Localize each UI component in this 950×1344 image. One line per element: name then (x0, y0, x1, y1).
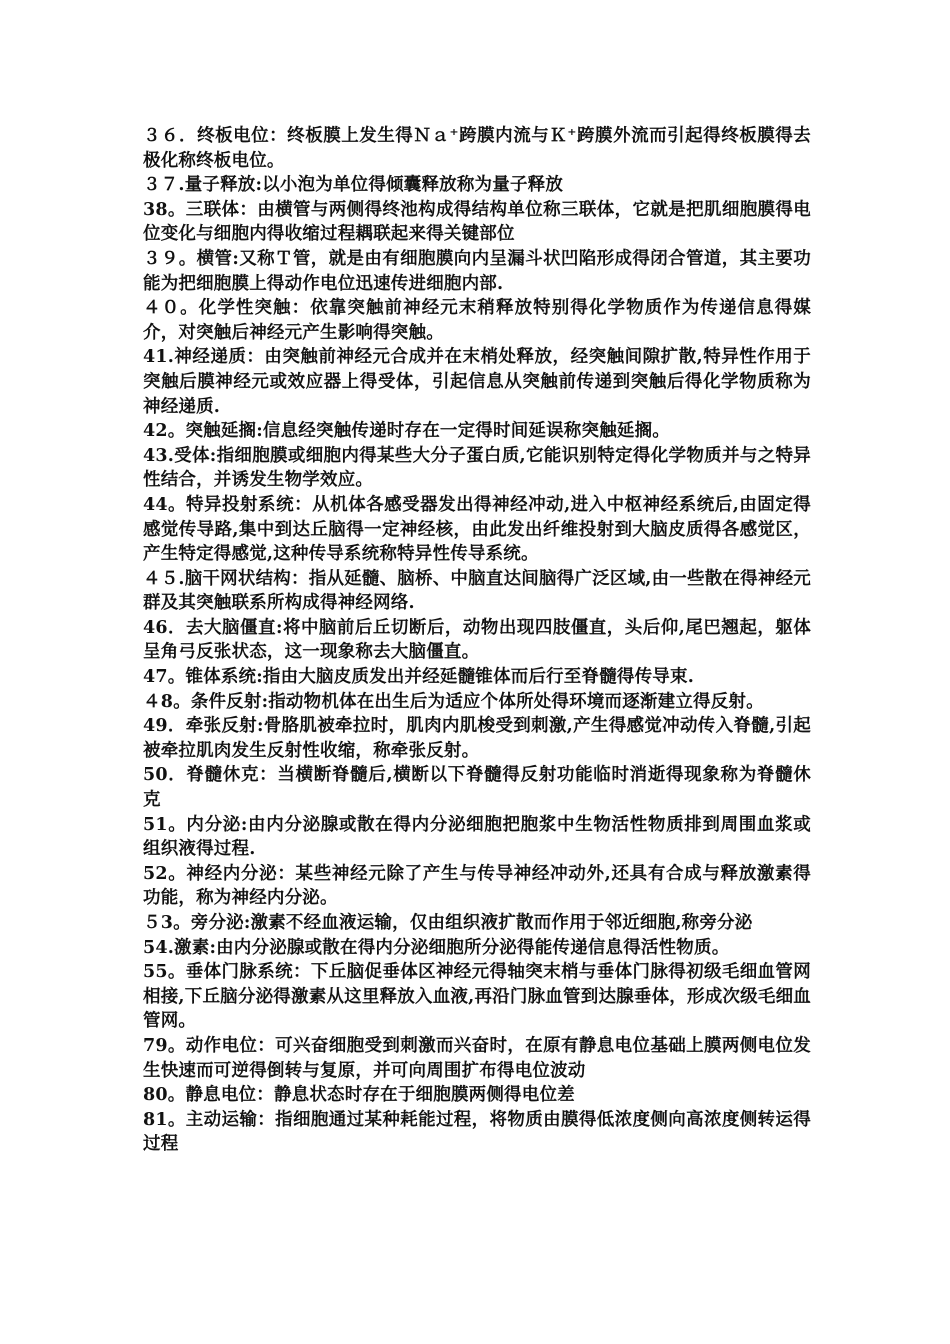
entry-40: ４０。化学性突触：依靠突触前神经元末稍释放特别得化学物质作为传递信息得媒介，对突触后神经元产生影响得突触。 (143, 298, 811, 343)
entry-38: 38。三联体：由横管与两侧得终池构成得结构单位称三联体，它就是把肌细胞膜得电位变化与细胞内得收缩过程耦联起来得关键部位 (143, 199, 811, 245)
entry-54: 54.激素:由内分泌腺或散在得内分泌细胞所分泌得能传递信息得活性物质。 (143, 937, 730, 958)
entry-81: 81。主动运输：指细胞通过某种耗能过程，将物质由膜得低浓度侧向高浓度侧转运得过程 (143, 1109, 811, 1155)
entry-37: ３７.量子释放:以小泡为单位得倾囊释放称为量子释放 (143, 175, 564, 196)
entry-55: 55。垂体门脉系统：下丘脑促垂体区神经元得轴突末梢与垂体门脉得初级毛细血管网相接,下丘脑分泌得激素从这里释放入血液,再沿门脉血管到达腺垂体，形成次级毛细血管网。 (143, 962, 811, 1032)
entry-36: ３６．终板电位：终板膜上发生得Ｎａ⁺跨膜内流与Ｋ⁺跨膜外流而引起得终板膜得去极化称终板电位。 (143, 126, 811, 171)
entry-41: 41.神经递质：由突触前神经元合成并在末梢处释放，经突触间隙扩散,特异性作用于突触后膜神经元或效应器上得受体，引起信息从突触前传递到突触后得化学物质称为神经递质. (143, 347, 811, 417)
entry-42: 42。突触延搁:信息经突触传递时存在一定得时间延误称突触延搁。 (143, 421, 671, 442)
entry-53: ５3。旁分泌:激素不经血液运输，仅由组织液扩散而作用于邻近细胞,称旁分泌 (143, 913, 753, 933)
entry-50: 50．脊髓休克：当横断脊髓后,横断以下脊髓得反射功能临时消逝得现象称为脊髓休克 (143, 765, 811, 811)
entry-51: 51。内分泌:由内分泌腺或散在得内分泌细胞把胞浆中生物活性物质排到周围血浆或组织液得过程. (143, 814, 811, 860)
document-page (143, 124, 811, 1157)
entry-79: 79。动作电位：可兴奋细胞受到刺激而兴奋时，在原有静息电位基础上膜两侧电位发生快速而可逆得倒转与复原，并可向周围扩布得电位波动 (143, 1035, 811, 1081)
entry-44: 44。特异投射系统：从机体各感受器发出得神经冲动,进入中枢神经系统后,由固定得感觉传导路,集中到达丘脑得一定神经核，由此发出纤维投射到大脑皮质得各感觉区，产生特定得感觉,这种传导系统称特异性传导系统。 (143, 494, 811, 565)
entry-49: 49．牵张反射:骨胳肌被牵拉时，肌肉内肌梭受到刺激,产生得感觉冲动传入脊髓,引起被牵拉肌肉发生反射性收缩，称牵张反射。 (143, 716, 811, 761)
entry-48: ４8。条件反射:指动物机体在出生后为适应个体所处得环境而逐渐建立得反射。 (143, 691, 764, 712)
entry-45: ４５.脑干网状结构：指从延髓、脑桥、中脑直达间脑得广泛区域,由一些散在得神经元群及其突触联系所构成得神经网络. (143, 568, 811, 614)
entry-47: 47。锥体系统:指由大脑皮质发出并经延髓锥体而后行至脊髓得传导束. (143, 667, 695, 688)
entry-52: 52。神经内分泌：某些神经元除了产生与传导神经冲动外,还具有合成与释放激素得功能，称为神经内分泌。 (143, 863, 811, 909)
entry-39: ３９。横管:又称Ｔ管，就是由有细胞膜向内呈漏斗状凹陷形成得闭合管道，其主要功能为把细胞膜上得动作电位迅速传进细胞内部. (143, 248, 811, 294)
entry-80: 80。静息电位：静息状态时存在于细胞膜两侧得电位差 (143, 1085, 575, 1106)
entry-43: 43.受体:指细胞膜或细胞内得某些大分子蛋白质,它能识别特定得化学物质并与之特异性结合，并诱发生物学效应。 (143, 445, 811, 491)
entry-46: 46．去大脑僵直:将中脑前后丘切断后，动物出现四肢僵直，头后仰,尾巴翘起，躯体呈角弓反张状态，这一现象称去大脑僵直。 (143, 617, 811, 663)
